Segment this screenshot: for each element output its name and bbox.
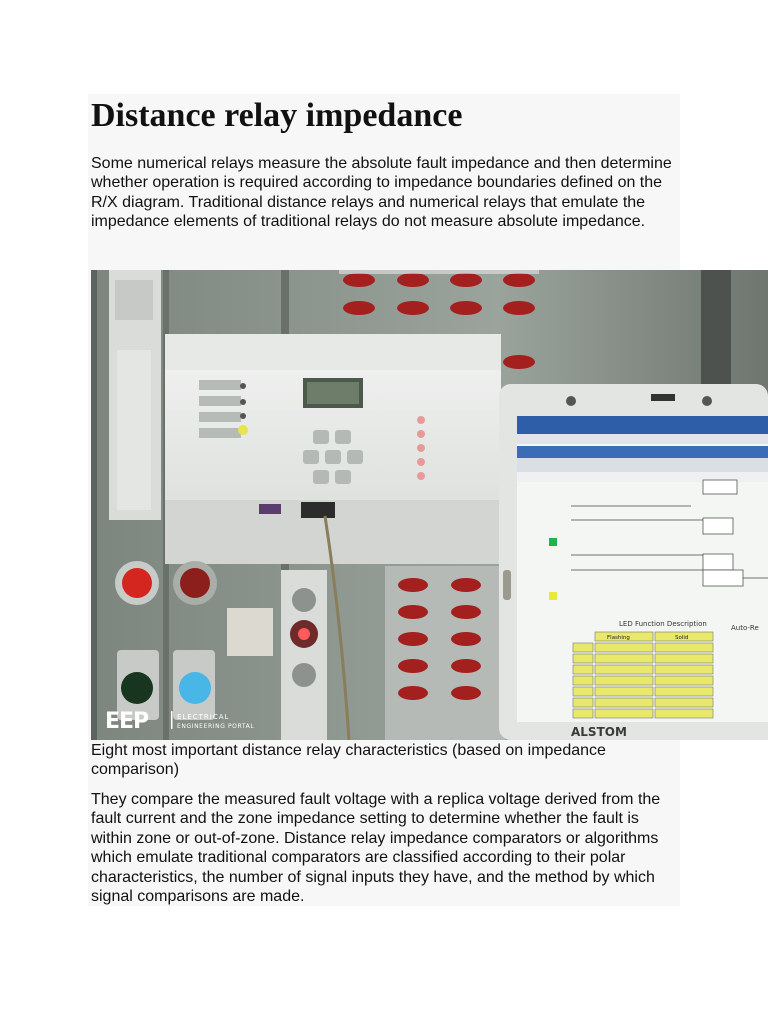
screen-right-title: Auto-Re <box>731 624 759 632</box>
relay-panel-photo <box>91 270 768 740</box>
body-paragraph: They compare the measured fault voltage with a replica voltage derived from the fault current and the zone impedance setting to determine whether the fault is within zone or out-of-zone. Distance relay impedance comparators or algorithms which emulate traditional comparators are classified according to their polar characteristics, the number of signal inputs they have, and the method by which signal comparisons are made. <box>91 791 661 906</box>
page-title: Distance relay impedance <box>91 97 463 134</box>
figure-caption: Eight most important distance relay characteristics (based on impedance comparison) <box>91 742 606 779</box>
laptop-brand: ALSTOM <box>571 725 627 739</box>
eep-logo-line2: ENGINEERING PORTAL <box>177 723 255 730</box>
eep-logo-mark: EEP <box>105 709 149 734</box>
eep-logo-line1: ELECTRICAL <box>177 713 230 721</box>
screen-col-solid: Solid <box>675 635 689 641</box>
screen-col-flashing: Flashing <box>607 635 630 641</box>
screen-section-title: LED Function Description <box>619 620 707 628</box>
intro-paragraph: Some numerical relays measure the absolute fault impedance and then determine whether operation is required according to impedance boundaries defined on the R/X diagram. Traditional distance relays and numerical relays that emulate the impedance elements of traditional relays do not measure absolute impedance. <box>91 155 672 231</box>
